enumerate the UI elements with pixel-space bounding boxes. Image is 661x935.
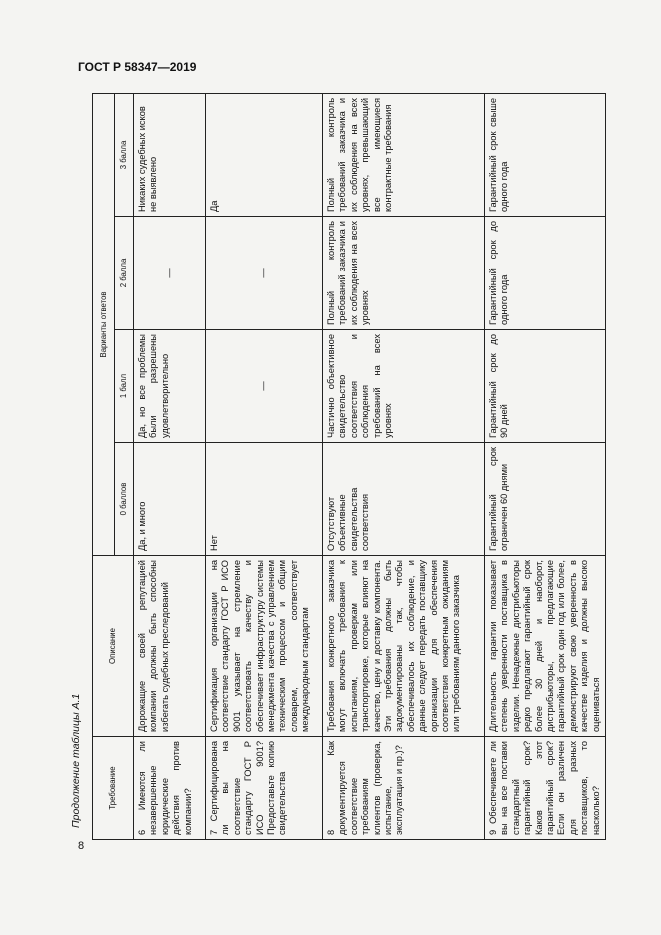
cell-score-1: Частично объективное свидетельство соответствия и соблюдения требований на всех уровнях bbox=[323, 330, 485, 443]
column-header-description: Описание bbox=[93, 556, 134, 737]
cell-score-1: — bbox=[206, 330, 323, 443]
cell-requirement: 6 Имеются ли незавершенные юридические действия против компании? bbox=[134, 737, 206, 840]
cell-score-3: Гарантийный срок свыше одного года bbox=[485, 93, 606, 216]
column-header-score-0: 0 баллов bbox=[115, 443, 134, 556]
cell-score-3: Да bbox=[206, 93, 323, 216]
cell-score-3: Никаких судебных исков не выявлено bbox=[134, 93, 206, 216]
cell-score-1: Да, но все проблемы были разрешены удовлетворительно bbox=[134, 330, 206, 443]
cell-score-0: Да, и много bbox=[134, 443, 206, 556]
cell-score-0: Нет bbox=[206, 443, 323, 556]
criteria-table bbox=[92, 93, 606, 840]
table-row bbox=[485, 93, 606, 839]
cell-score-2: — bbox=[134, 217, 206, 330]
cell-description: Сертификация организации на соответствие стандарту ГОСТ Р ИСО 9001 указывает на стремление соответствовать качеству и обеспечивает инфраструктуру системы менеджмента качества с управлением техническим процессом и общим словарем, соответствует международным стандартам bbox=[206, 556, 323, 737]
cell-score-3: Полный контроль требований заказчика и их соблюдения на всех уровнях, превышающий все имеющиеся контрактные требования bbox=[323, 93, 485, 216]
cell-score-1: Гарантийный срок до 90 дней bbox=[485, 330, 606, 443]
table-container bbox=[92, 94, 601, 840]
table-row bbox=[206, 93, 323, 839]
cell-description: Требования конкретного заказчика могут включать требования к испытаниям, проверкам или транспортировке, которые влияют на качество, цену и доставку компонента. Эти требования должны быть задокументированы так, чтобы обеспечивалось их соблюдение, и данные следует передать поставщику организации для обеспечения соответствия конкретным ожиданиям или требованиям данного заказчика bbox=[323, 556, 485, 737]
cell-score-2: Полный контроль требований заказчика и их соблюдения на всех уровнях bbox=[323, 217, 485, 330]
cell-score-2: Гарантийный срок до одного года bbox=[485, 217, 606, 330]
cell-requirement: 8 Как документируется соответствие требованиям клиентов (проверка, испытание, эксплуатация и пр.)? bbox=[323, 737, 485, 840]
rotated-table-frame bbox=[92, 94, 601, 840]
table-row bbox=[323, 93, 485, 839]
table-caption: Продолжение таблицы А.1 bbox=[70, 693, 82, 828]
table-header-row bbox=[93, 93, 115, 839]
cell-requirement: 7 Сертифицирована ли вы на соответствие стандарту ГОСТ Р ИСО 9001? Предоставьте копию свидетельства bbox=[206, 737, 323, 840]
cell-score-0: Гарантийный срок ограничен 60 днями bbox=[485, 443, 606, 556]
column-header-score-2: 2 балла bbox=[115, 217, 134, 330]
cell-score-0: Отсутствуют объективные свидетельства соответствия bbox=[323, 443, 485, 556]
column-header-requirement: Требование bbox=[93, 737, 134, 840]
column-header-answers: Варианты ответов bbox=[93, 93, 115, 555]
cell-description: Длительность гарантии показывает степень уверенности поставщика в изделии. Ненадежные дистрибьюторы редко предлагают гарантийный срок более 30 дней и наоборот, дистрибьюторы, предлагающие гарантийный срок один год или более, демонстрируют свою уверенность в качестве изделия и должны высоко оцениваться bbox=[485, 556, 606, 737]
cell-description: Дорожащие своей репутацией компании должны быть способны избегать судебных преследований bbox=[134, 556, 206, 737]
column-header-score-1: 1 балл bbox=[115, 330, 134, 443]
cell-requirement: 9 Обеспечиваете ли вы на все поставки стандартный гарантийный срок? Каков этот гарантийный срок? Если он различен для разных поставщиков, то насколько? bbox=[485, 737, 606, 840]
page-number: 8 bbox=[78, 840, 85, 852]
cell-score-2: — bbox=[206, 217, 323, 330]
document-title: ГОСТ Р 58347—2019 bbox=[78, 60, 197, 74]
table-row bbox=[134, 93, 206, 839]
column-header-score-3: 3 балла bbox=[115, 93, 134, 216]
